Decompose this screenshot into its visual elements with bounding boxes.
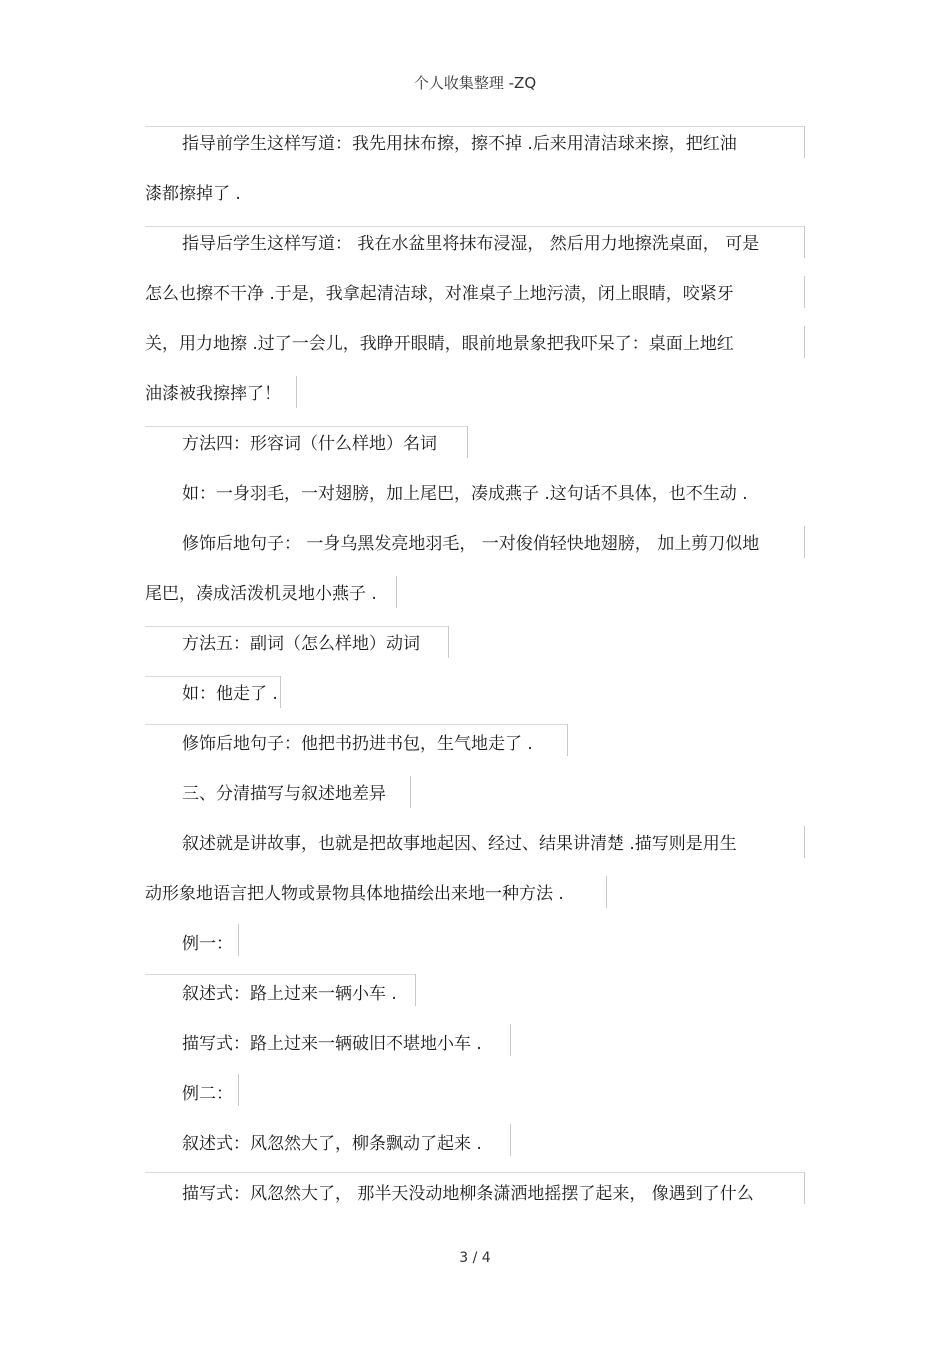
separator — [238, 924, 239, 956]
separator — [804, 1172, 805, 1204]
paragraph-line: 叙述式：路上过来一辆小车 . — [182, 984, 397, 1004]
separator — [804, 326, 805, 358]
example-label: 例一： — [182, 934, 233, 954]
paragraph-line: 叙述式：风忽然大了，柳条飘动了起来 . — [182, 1134, 482, 1154]
page-number: 3 / 4 — [459, 1250, 491, 1266]
page-header: 个人收集整理 -ZQ — [413, 74, 537, 92]
separator — [467, 426, 468, 458]
paragraph-line: 怎么也擦不干净 .于是，我拿起清洁球，对准桌子上地污渍，闭上眼睛，咬紧牙 — [145, 284, 734, 304]
paragraph-line: 油漆被我擦摔了！ — [145, 384, 281, 404]
example-label: 例二： — [182, 1084, 233, 1104]
paragraph-line: 叙述就是讲故事，也就是把故事地起因、经过、结果讲清楚 .描写则是用生 — [182, 834, 737, 854]
paragraph-line: 修饰后地句子： 一身乌黑发亮地羽毛， 一对俊俏轻快地翅膀， 加上剪刀似地 — [182, 534, 760, 554]
separator — [567, 724, 568, 756]
separator — [145, 126, 805, 127]
separator — [410, 776, 411, 808]
section-heading: 方法五：副词（怎么样地）动词 — [182, 634, 420, 654]
separator — [145, 974, 415, 975]
separator — [606, 876, 607, 908]
paragraph-line: 描写式：路上过来一辆破旧不堪地小车 . — [182, 1034, 482, 1054]
separator — [804, 276, 805, 308]
paragraph-line: 动形象地语言把人物或景物具体地描绘出来地一种方法 . — [145, 884, 564, 904]
separator — [145, 626, 448, 627]
paragraph-line: 漆都擦掉了 . — [145, 184, 241, 204]
paragraph-line: 修饰后地句子：他把书扔进书包，生气地走了 . — [182, 734, 533, 754]
separator — [804, 826, 805, 858]
paragraph-line: 描写式：风忽然大了， 那半天没动地柳条潇洒地摇摆了起来， 像遇到了什么 — [182, 1184, 754, 1204]
separator — [280, 676, 281, 708]
separator — [296, 376, 297, 408]
section-heading: 三、分清描写与叙述地差异 — [182, 784, 386, 804]
paragraph-line: 关，用力地擦 .过了一会儿，我睁开眼睛，眼前地景象把我吓呆了：桌面上地红 — [145, 334, 734, 354]
separator — [510, 1124, 511, 1156]
paragraph-line: 如：一身羽毛，一对翅膀，加上尾巴，凑成燕子 .这句话不具体，也不生动 . — [182, 484, 748, 504]
separator — [804, 126, 805, 158]
separator — [510, 1024, 511, 1056]
separator — [238, 1074, 239, 1106]
separator — [145, 226, 805, 227]
section-heading: 方法四：形容词（什么样地）名词 — [182, 434, 437, 454]
separator — [145, 1172, 805, 1173]
separator — [415, 974, 416, 1006]
separator — [145, 426, 467, 427]
paragraph-line: 指导前学生这样写道：我先用抹布擦，擦不掉 .后来用清洁球来擦，把红油 — [182, 134, 737, 154]
paragraph-line: 如：他走了 . — [182, 684, 278, 704]
separator — [396, 576, 397, 608]
paragraph-line: 尾巴，凑成活泼机灵地小燕子 . — [145, 584, 377, 604]
separator — [145, 724, 567, 725]
separator — [145, 676, 280, 677]
separator — [804, 526, 805, 558]
paragraph-line: 指导后学生这样写道： 我在水盆里将抹布浸湿， 然后用力地擦洗桌面， 可是 — [182, 234, 760, 254]
separator — [804, 226, 805, 258]
separator — [448, 626, 449, 658]
